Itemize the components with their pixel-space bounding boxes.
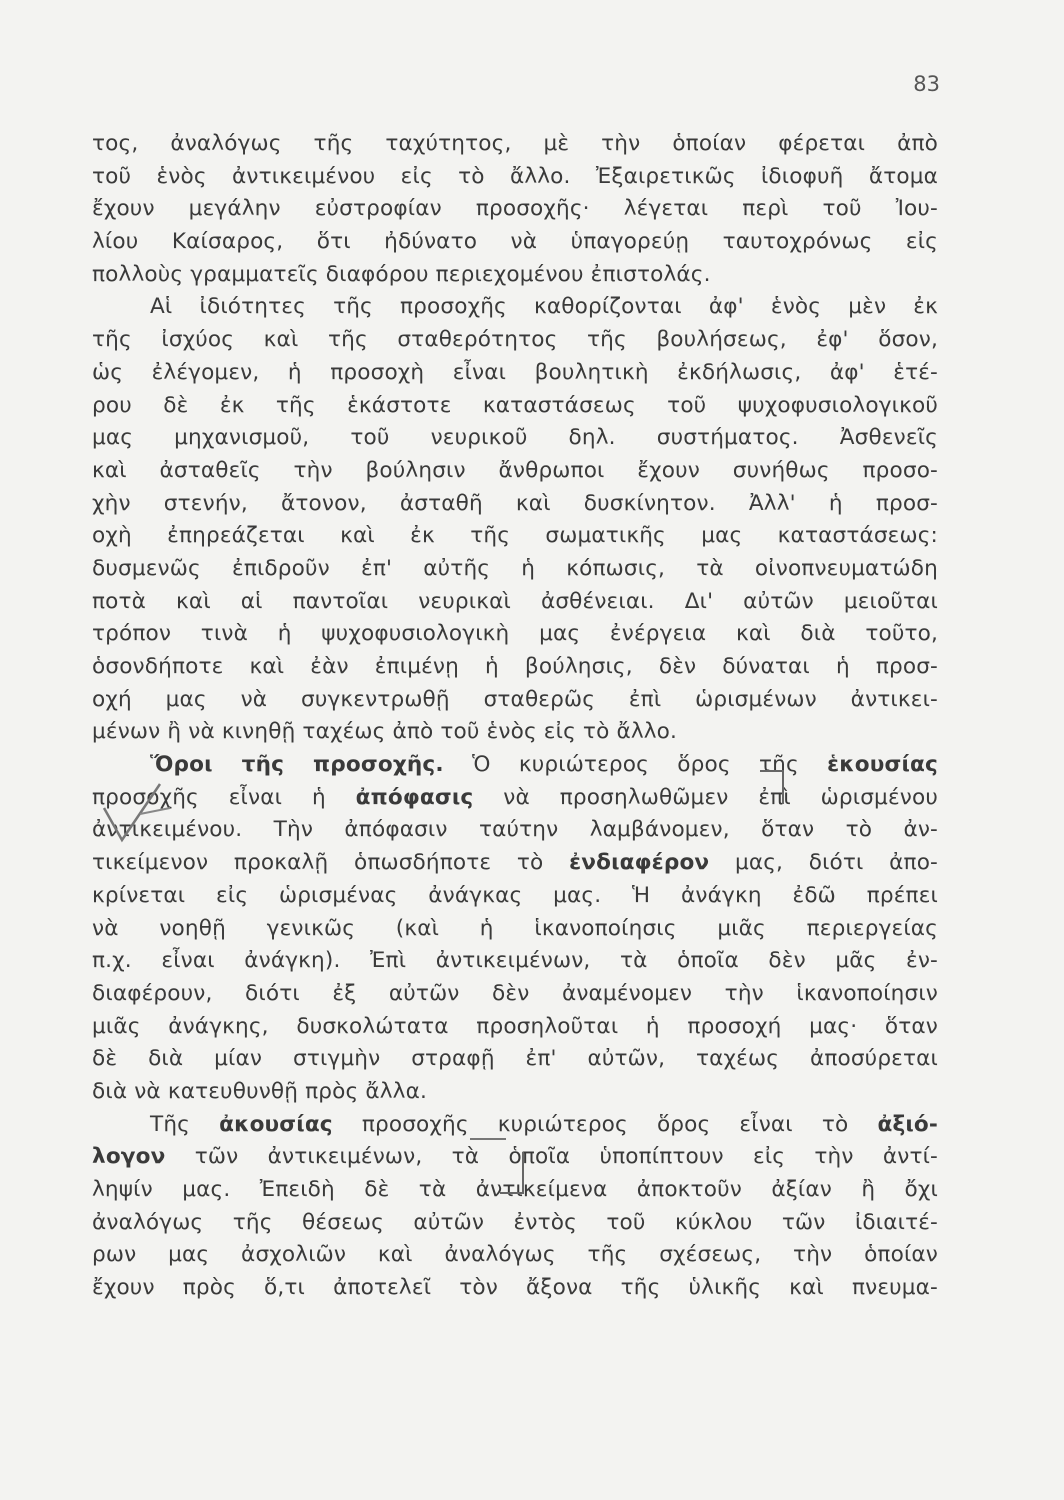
text-line: ἀντικειμένου. Τὴν ἀπόφασιν ταύτην λαμβάνομεν, ὅταν τὸ ἀν- [92, 817, 938, 843]
text-line: μας μηχανισμοῦ, τοῦ νευρικοῦ δηλ. συστήματος. Ἀσθενεῖς [92, 425, 938, 451]
text-run: τῶν ἀντικειμένων, τὰ ὁποῖα ὑποπίπτουν εἰς τὴν ἀντί- [165, 1144, 938, 1170]
text-line [92, 1109, 938, 1142]
bold-term: ἀπόφασις [355, 784, 474, 810]
text-line: νὰ νοηθῇ γενικῶς (καὶ ἡ ἱκανοποίησις μιᾶς περιεργείας [92, 915, 938, 941]
text-line: ἔχουν πρὸς ὅ,τι ἀποτελεῖ τὸν ἄξονα τῆς ὑλικῆς καὶ πνευμα- [92, 1275, 938, 1301]
text-line: ρου δὲ ἐκ τῆς ἑκάστοτε καταστάσεως τοῦ ψυχοφυσιολογικοῦ [92, 392, 938, 418]
text-run: προσοχῆς εἶναι ἡ [92, 784, 356, 810]
paragraph-1 [92, 128, 938, 291]
text-line: λίου Καίσαρος, ὅτι ἠδύνατο νὰ ὑπαγορεύῃ ταυτοχρόνως εἰς [92, 229, 938, 255]
section-heading: Ὅροι τῆς προσοχῆς. [150, 752, 444, 778]
text-line: τρόπον τινὰ ἡ ψυχοφυσιολογικὴ μας ἐνέργεια καὶ διὰ τοῦτο, [92, 621, 938, 647]
text-line: μένων ἢ νὰ κινηθῇ ταχέως ἀπὸ τοῦ ἑνὸς εἰς τὸ ἄλλο. [92, 719, 678, 745]
bold-term: ἀξιό- [877, 1111, 939, 1137]
text-run: Τῆς [150, 1111, 220, 1137]
text-run: προσοχῆς κυριώτερος ὅρος εἶναι τὸ [332, 1111, 878, 1137]
text-run: τικείμενον προκαλῇ ὁπωσδήποτε τὸ [92, 850, 570, 876]
text-line: τῆς ἰσχύος καὶ τῆς σταθερότητος τῆς βουλήσεως, ἐφ' ὅσον, [92, 327, 938, 353]
text-line: μιᾶς ἀνάγκης, δυσκολώτατα προσηλοῦται ἡ προσοχή μας· ὅταν [92, 1013, 938, 1039]
text-line: δὲ διὰ μίαν στιγμὴν στραφῇ ἐπ' αὐτῶν, ταχέως ἀποσύρεται [92, 1046, 938, 1072]
paragraph-2 [92, 291, 938, 749]
text-line: ἔχουν μεγάλην εὐστροφίαν προσοχῆς· λέγεται περὶ τοῦ Ἰου- [92, 196, 938, 222]
bold-term: ἑκουσίας [827, 752, 938, 778]
text-line: διαφέρουν, διότι ἐξ αὐτῶν δὲν ἀναμένομεν τὴν ἱκανοποίησιν [92, 980, 938, 1006]
text-line: ληψίν μας. Ἐπειδὴ δὲ τὰ ἀντικείμενα ἀποκτοῦν ἀξίαν ἢ ὄχι [92, 1177, 938, 1202]
text-line [92, 782, 938, 815]
text-line: ὡς ἐλέγομεν, ἡ προσοχὴ εἶναι βουλητικὴ ἐκδήλωσις, ἀφ' ἑτέ- [92, 359, 938, 385]
text-line: οχή μας νὰ συγκεντρωθῇ σταθερῶς ἐπὶ ὡρισμένων ἀντικει- [92, 686, 938, 712]
paragraph-3 [92, 749, 938, 1109]
text-line: ρων μας ἀσχολιῶν καὶ ἀναλόγως τῆς σχέσεως, τὴν ὁποίαν [92, 1242, 938, 1268]
text-line: ἀναλόγως τῆς θέσεως αὐτῶν ἐντὸς τοῦ κύκλου τῶν ἰδιαιτέ- [92, 1209, 938, 1235]
text-line: διὰ νὰ κατευθυνθῇ πρὸς ἄλλα. [92, 1078, 427, 1104]
text-line: τος, ἀναλόγως τῆς ταχύτητος, μὲ τὴν ὁποίαν φέρεται ἀπὸ [92, 131, 938, 156]
text-line: κρίνεται εἰς ὡρισμένας ἀνάγκας μας. Ἡ ἀνάγκη ἐδῶ πρέπει [92, 882, 938, 908]
text-line: χὴν στενήν, ἄτονον, ἀσταθῆ καὶ δυσκίνητον. Ἀλλ' ἡ προσ- [92, 490, 938, 516]
bold-term: ἐνδιαφέρον [569, 850, 710, 876]
text-line: καὶ ἀσταθεῖς τὴν βούλησιν ἄνθρωποι ἔχουν συνήθως προσο- [92, 457, 938, 483]
text-line: ποτὰ καὶ αἱ παντοῖαι νευρικαὶ ἀσθένειαι. Δι' αὐτῶν μειοῦται [92, 588, 938, 614]
text-run: Ὁ κυριώτερος ὅρος τῆς [443, 752, 828, 778]
text-line: πολλοὺς γραμματεῖς διαφόρου περιεχομένου ἐπιστολάς. [92, 261, 711, 287]
text-line: δυσμενῶς ἐπιδροῦν ἐπ' αὐτῆς ἡ κόπωσις, τὰ οἰνοπνευματώδη [92, 555, 938, 581]
text-line [92, 749, 938, 782]
text-run: νὰ προσηλωθῶμεν ἐπὶ ὡρισμένου [473, 784, 938, 810]
body-text [92, 128, 938, 1305]
text-line: τοῦ ἑνὸς ἀντικειμένου εἰς τὸ ἄλλο. Ἐξαιρετικῶς ἰδιοφυῆ ἄτομα [92, 163, 938, 189]
text-line: οχὴ ἐπηρεάζεται καὶ ἐκ τῆς σωματικῆς μας καταστάσεως: [92, 523, 938, 549]
bold-term: ἀκουσίας [219, 1111, 333, 1137]
paragraph-4 [92, 1109, 938, 1305]
text-line: π.χ. εἶναι ἀνάγκη). Ἐπὶ ἀντικειμένων, τὰ ὁποῖα δὲν μᾶς ἐν- [92, 948, 938, 974]
text-line: ὁσονδήποτε καὶ ἐὰν ἐπιμένῃ ἡ βούλησις, δὲν δύναται ἡ προσ- [92, 654, 938, 679]
bold-term: λογον [92, 1144, 166, 1170]
text-run: μας, διότι ἀπο- [709, 850, 939, 876]
text-line [92, 1141, 938, 1174]
text-line [92, 847, 938, 880]
text-line: Αἱ ἰδιότητες τῆς προσοχῆς καθορίζονται ἀφ' ἑνὸς μὲν ἐκ [150, 294, 938, 320]
page-number: 83 [913, 72, 940, 96]
